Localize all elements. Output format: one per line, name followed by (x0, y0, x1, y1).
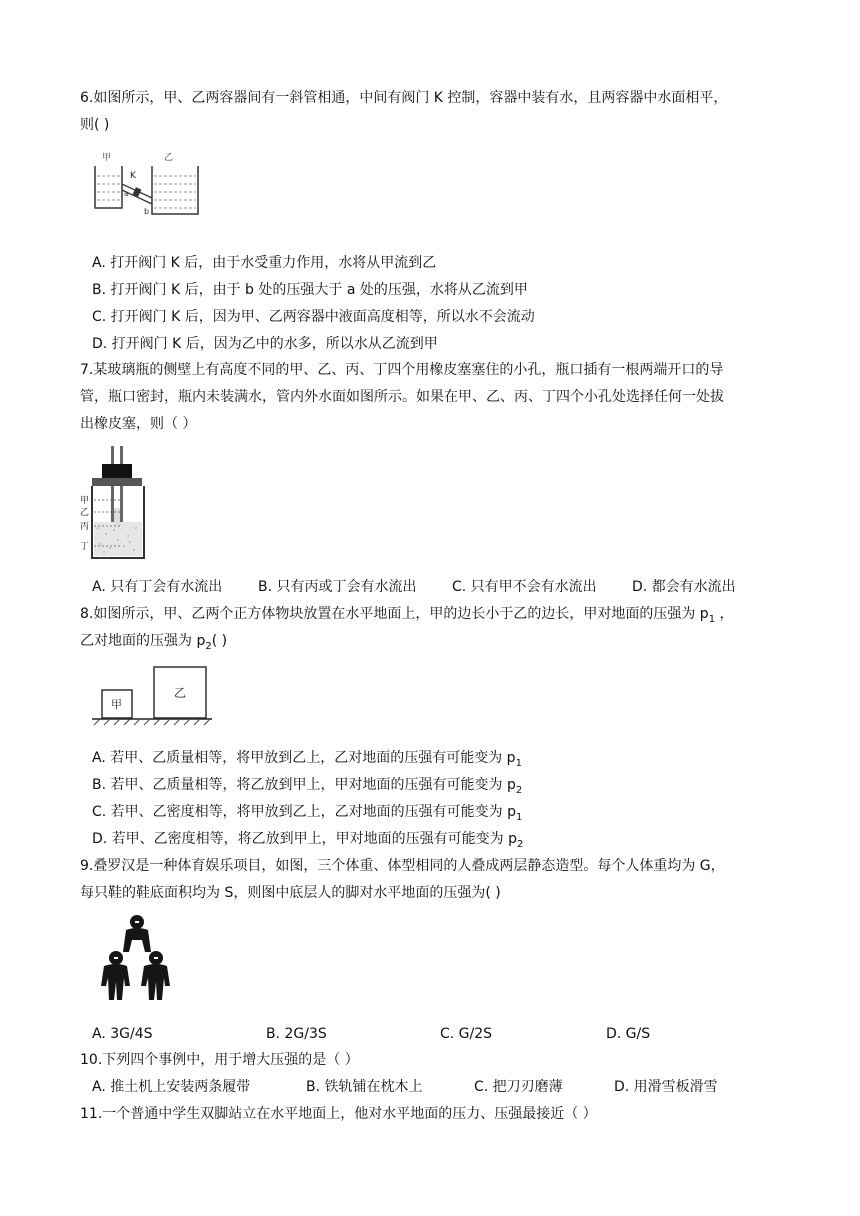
q6-stem-line2: 则( ) (80, 117, 110, 133)
q6-label-a: a (124, 189, 129, 198)
q10-option-a[interactable]: A. 推土机上安装两条履带 (92, 1079, 251, 1095)
q9-option-a[interactable]: A. 3G/4S (92, 1026, 153, 1042)
q7-figure (80, 444, 155, 564)
q8-option-b[interactable]: B. 若甲、乙质量相等，将乙放到甲上，甲对地面的压强有可能变为 $p_2$ (92, 777, 523, 796)
q9-option-d[interactable]: D. G/S (606, 1026, 651, 1042)
q8-option-c[interactable]: C. 若甲、乙密度相等，将甲放到乙上，乙对地面的压强有可能变为 $p_1$ (92, 804, 523, 823)
q10-option-d[interactable]: D. 用滑雪板滑雪 (614, 1079, 718, 1095)
q9-figure (96, 912, 178, 1008)
q7-stem-line3: 出橡皮塞，则（ ） (80, 416, 197, 432)
q6-label-k: K (130, 171, 136, 181)
q8-stem-line2: 乙对地面的压强为 $p_2$( ) (80, 633, 228, 652)
q7-stem-line1: 7.某玻璃瓶的侧壁上有高度不同的甲、乙、丙、丁四个用橡皮塞塞住的小孔，瓶口插有一根两端开口的导 (80, 362, 724, 378)
q10-option-b[interactable]: B. 铁轨铺在枕木上 (306, 1079, 423, 1095)
q9-option-c[interactable]: C. G/2S (440, 1026, 493, 1042)
q7-label-jia: 甲 (80, 496, 90, 506)
q6-figure (92, 146, 202, 218)
q11-stem: 11.一个普通中学生双脚站立在水平地面上，他对水平地面的压力、压强最接近（ ） (80, 1106, 597, 1122)
q8-label-yi: 乙 (174, 686, 187, 700)
q6-option-d[interactable]: D. 打开阀门 K 后，因为乙中的水多，所以水从乙流到甲 (92, 336, 438, 352)
q7-option-d[interactable]: D. 都会有水流出 (632, 579, 736, 595)
q10-stem: 10.下列四个事例中，用于增大压强的是（ ） (80, 1052, 359, 1068)
q8-figure (90, 664, 215, 726)
q7-label-yi: 乙 (80, 508, 90, 518)
q6-label-jia: 甲 (102, 153, 112, 163)
q7-option-b[interactable]: B. 只有丙或丁会有水流出 (258, 579, 417, 595)
q6-label-b: b (144, 207, 150, 216)
q7-option-a[interactable]: A. 只有丁会有水流出 (92, 579, 223, 595)
q8-option-a[interactable]: A. 若甲、乙质量相等，将甲放到乙上，乙对地面的压强有可能变为 $p_1$ (92, 750, 522, 769)
q8-label-jia: 甲 (111, 698, 122, 711)
q6-option-c[interactable]: C. 打开阀门 K 后，因为甲、乙两容器中液面高度相等，所以水不会流动 (92, 309, 535, 325)
q9-stem-line1: 9.叠罗汉是一种体育娱乐项目，如图，三个体重、体型相同的人叠成两层静态造型。每个人体重均为 G， (80, 858, 725, 874)
q6-option-a[interactable]: A. 打开阀门 K 后，由于水受重力作用，水将从甲流到乙 (92, 255, 437, 271)
q8-stem-line1: 8.如图所示，甲、乙两个正方体物块放置在水平地面上，甲的边长小于乙的边长，甲对地面的压强为 $p_1$ ， (80, 606, 734, 625)
q6-label-yi: 乙 (164, 153, 174, 163)
q8-option-d[interactable]: D. 若甲、乙密度相等，将乙放到甲上，甲对地面的压强有可能变为 $p_2$ (92, 831, 524, 850)
q6-option-b[interactable]: B. 打开阀门 K 后，由于 b 处的压强大于 a 处的压强，水将从乙流到甲 (92, 282, 528, 298)
q10-option-c[interactable]: C. 把刀刃磨薄 (474, 1079, 563, 1095)
q7-stem-line2: 管，瓶口密封，瓶内未装满水，管内外水面如图所示。如果在甲、乙、丙、丁四个小孔处选择任何一处拔 (80, 389, 724, 405)
q9-option-b[interactable]: B. 2G/3S (266, 1026, 327, 1042)
q7-label-ding: 丁 (80, 542, 90, 552)
q7-label-bing: 丙 (80, 522, 90, 532)
q6-stem-line1: 6.如图所示，甲、乙两容器间有一斜管相通，中间有阀门 K 控制，容器中装有水，且两容器中水面相平， (80, 90, 728, 106)
q9-stem-line2: 每只鞋的鞋底面积均为 S，则图中底层人的脚对水平地面的压强为( ) (80, 885, 501, 901)
q7-option-c[interactable]: C. 只有甲不会有水流出 (452, 579, 597, 595)
